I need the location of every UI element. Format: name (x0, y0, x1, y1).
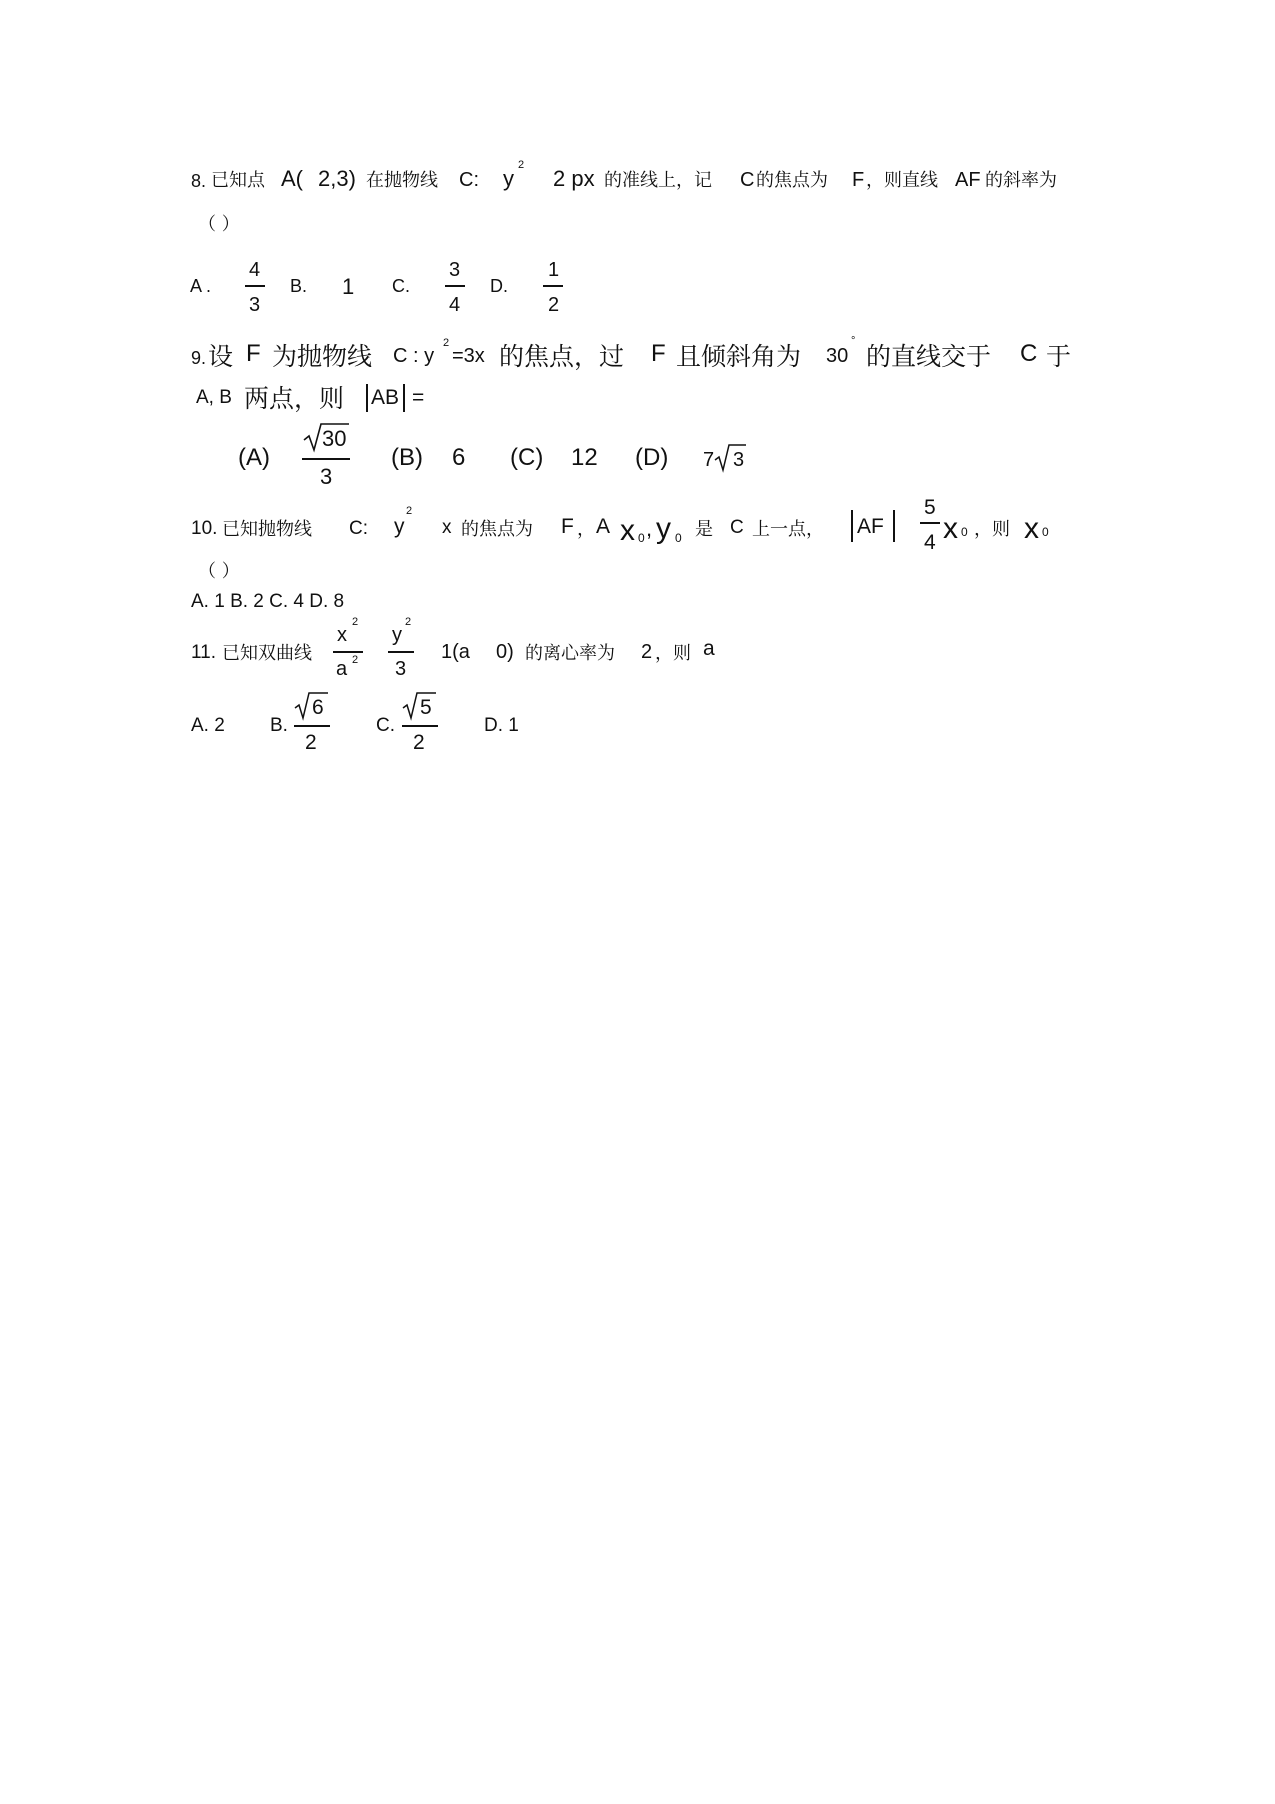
q11-a-exponent: 2 (352, 654, 359, 666)
q8-option-d-denominator: 2 (548, 294, 560, 316)
q11-text-2: 的离心率为 (525, 643, 615, 664)
q11-variable-a: a (703, 637, 715, 660)
q10-text-2: 的焦点为 (461, 519, 533, 540)
q9-points: A, B (196, 387, 232, 408)
q9-text-5: 的直线交于 (866, 342, 992, 371)
q10-x0-subscript: 0 (638, 531, 645, 545)
q10-abs-bar-left (851, 510, 853, 542)
q9-degree: ° (851, 335, 856, 347)
q8-option-d-label: D. (490, 276, 508, 296)
q11-option-b-denominator: 2 (305, 731, 317, 754)
q10-y0: y (656, 512, 671, 545)
q8-option-d-numerator: 1 (548, 259, 560, 281)
q11-option-a: A. 2 (191, 715, 225, 736)
q9-abs-bar-right (403, 384, 405, 412)
q10-x2: x (1024, 512, 1039, 545)
q9-number: 9. (191, 348, 207, 368)
q10-fraction-denominator: 4 (924, 531, 936, 554)
q9-text-3: 的焦点，过 (499, 342, 625, 371)
q11-x: x (337, 624, 347, 646)
q8-option-c-fraction-bar (445, 285, 465, 287)
q11-y: y (392, 624, 402, 646)
q11-fraction-1-bar (333, 651, 363, 653)
q9-abs-bar-left (366, 384, 368, 412)
q8-y: y (503, 166, 514, 191)
q10-text-4: 上一点， (752, 519, 824, 540)
q8-option-b-label: B. (290, 276, 308, 296)
q8-text-1: 已知点 (211, 170, 265, 191)
q8-exponent: 2 (518, 159, 525, 171)
q8-option-a-label: A . (190, 276, 212, 296)
q10-x1: x (943, 512, 958, 545)
q10-x2-subscript: 0 (1042, 525, 1049, 539)
q9-text-7: 两点，则 (244, 384, 345, 413)
q11-y-denominator: 3 (395, 658, 407, 680)
q10-fraction-numerator: 5 (924, 496, 936, 519)
q9-angle: 30 (826, 345, 849, 367)
q11-option-b-radicand: 6 (312, 696, 324, 719)
q9-f: F (246, 340, 261, 367)
q10-answer-paren: （ ） (198, 561, 240, 582)
q10-text-5: ，则 (974, 519, 1010, 540)
q11-text-1: 已知双曲线 (222, 643, 312, 664)
q11-rhs: 1(a (441, 641, 470, 663)
q8-option-c-denominator: 4 (449, 294, 461, 316)
q10-x: x (442, 517, 452, 538)
q11-eccentricity: 2 (641, 641, 653, 663)
q11-y-exponent: 2 (405, 616, 412, 628)
q8-text-3: 的准线上，记 (604, 170, 712, 191)
q11-option-b-fraction-bar (294, 725, 330, 727)
q8-option-b-value: 1 (342, 274, 355, 299)
q9-exponent: 2 (443, 337, 450, 349)
q11-option-c-denominator: 2 (413, 731, 425, 754)
q8-option-c-label: C. (392, 276, 410, 296)
q8-option-a-fraction-bar (245, 285, 265, 287)
q9-text-4: 且倾斜角为 (676, 342, 802, 371)
q11-text-3: ，则 (655, 643, 691, 664)
q9-option-d-coefficient: 7 (703, 449, 715, 471)
q8-option-d-fraction-bar (543, 285, 563, 287)
q9-text-2: 为抛物线 (272, 342, 373, 371)
q9-option-d-radicand: 3 (733, 449, 745, 471)
q9-option-b-value: 6 (452, 444, 466, 471)
q11-option-c-radicand: 5 (420, 696, 432, 719)
q11-option-d: D. 1 (484, 715, 519, 736)
q9-option-a-denominator: 3 (320, 464, 333, 489)
q11-a-denominator: a (336, 658, 348, 680)
q9-equation-left: C : y (393, 345, 435, 367)
q8-text-6: 的斜率为 (985, 170, 1057, 191)
q10-af: AF (857, 515, 884, 538)
q11-number: 11. (191, 642, 217, 663)
q10-fraction-bar (920, 522, 940, 524)
q8-af: AF (955, 169, 981, 191)
q9-option-d-label: (D) (635, 444, 669, 471)
q11-x-exponent: 2 (352, 616, 359, 628)
q9-option-b-label: (B) (391, 444, 423, 471)
q10-abs-bar-right (893, 510, 895, 542)
q11-option-c-fraction-bar (402, 725, 438, 727)
q9-text-1: 设 (208, 342, 234, 371)
q10-number: 10. (191, 518, 218, 539)
q11-option-c-label: C. (376, 715, 395, 736)
q9-option-a-label: (A) (238, 444, 270, 471)
q11-zero: 0) (496, 641, 514, 663)
q10-exponent: 2 (406, 505, 413, 517)
q8-text-4: 的焦点为 (756, 170, 828, 191)
q8-curve-name: C: (459, 169, 479, 191)
q8-coords: 2,3) (318, 166, 356, 191)
q9-equation-right: =3x (452, 345, 485, 367)
q9-option-a-radicand: 30 (322, 426, 347, 451)
q9-text-6: 于 (1046, 342, 1072, 371)
q8-f: F (852, 169, 865, 191)
q10-separator: , (646, 516, 653, 541)
q9-equals: = (412, 386, 425, 409)
q11-fraction-2-bar (388, 651, 414, 653)
q8-rhs: 2 px (553, 166, 595, 191)
q8-option-a-denominator: 3 (249, 294, 261, 316)
q10-a: A (596, 515, 611, 538)
q10-text-3: 是 (695, 519, 713, 540)
q10-curve-name: C: (349, 518, 368, 539)
q9-option-c-value: 12 (571, 444, 598, 471)
q10-text-1: 已知抛物线 (222, 519, 312, 540)
q10-x0: x (620, 514, 635, 547)
q8-option-a-numerator: 4 (249, 259, 261, 281)
q10-y: y (394, 515, 405, 538)
q8-answer-paren: （ ） (198, 214, 240, 235)
q10-f: F (561, 515, 574, 538)
q8-text-2: 在抛物线 (366, 170, 438, 191)
q8-option-c-numerator: 3 (449, 259, 461, 281)
q10-x1-subscript: 0 (961, 525, 968, 539)
q8-point: A( (281, 166, 303, 191)
q9-option-a-fraction-bar (302, 458, 350, 460)
q9-c: C (1020, 340, 1038, 367)
q11-option-b-label: B. (270, 715, 288, 736)
q9-f-2: F (651, 340, 666, 367)
q10-y0-subscript: 0 (675, 531, 682, 545)
q9-ab: AB (371, 386, 400, 409)
q10-comma: ， (577, 519, 595, 540)
q9-option-c-label: (C) (510, 444, 544, 471)
q10-c: C (730, 517, 744, 538)
q8-number: 8. (191, 171, 207, 191)
q8-c: C (740, 169, 755, 191)
q10-options: A. 1 B. 2 C. 4 D. 8 (191, 591, 345, 612)
q8-text-5: ，则直线 (866, 170, 938, 191)
